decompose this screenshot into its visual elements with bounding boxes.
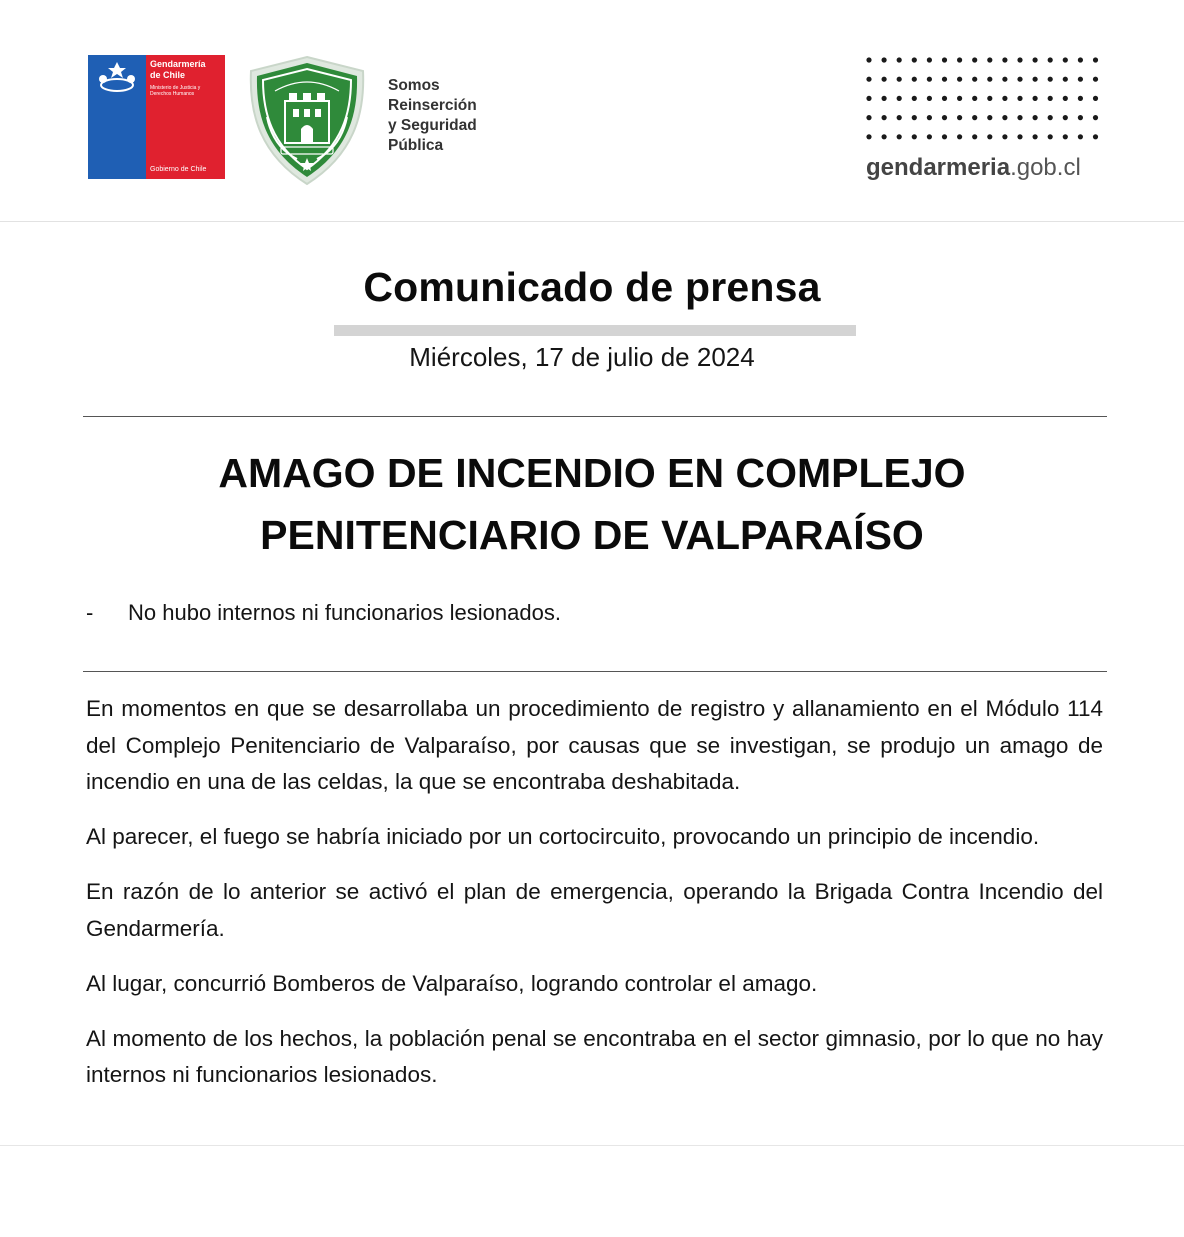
paragraph: Al lugar, concurrió Bomberos de Valparaíso, logrando controlar el amago.: [86, 970, 818, 996]
footer-divider: [0, 1145, 1184, 1146]
dot: [1002, 77, 1007, 82]
gobierno-de-chile-logo: [88, 55, 225, 179]
bullet-text: No hubo internos ni funcionarios lesionados.: [128, 600, 561, 625]
dot: [1048, 115, 1053, 120]
dot: [927, 115, 932, 120]
dot: [1002, 115, 1007, 120]
paragraph: Al momento de los hechos, la población penal se encontraba en el sector gimnasio, por lo que no hay internos ni funcionarios lesionados.: [86, 1025, 1103, 1087]
dot: [1063, 115, 1068, 120]
dot: [1078, 57, 1083, 62]
title-underline: [334, 325, 856, 336]
dot: [927, 57, 932, 62]
dot: [1063, 134, 1068, 139]
dot: [957, 96, 962, 101]
divider-bottom: [83, 671, 1107, 672]
website-url[interactable]: [866, 154, 1081, 182]
dot: [1033, 115, 1038, 120]
dot: [1078, 115, 1083, 120]
dot: [957, 134, 962, 139]
dot: [882, 115, 887, 120]
document-title: Comunicado de prensa: [363, 264, 821, 310]
dot: [1078, 96, 1083, 101]
dot: [882, 134, 887, 139]
website-tld: .gob.cl: [1010, 154, 1081, 181]
dot: [1033, 134, 1038, 139]
dot: [1002, 57, 1007, 62]
dot: [866, 77, 871, 82]
dot: [897, 134, 902, 139]
dot: [1017, 57, 1022, 62]
dot: [1017, 77, 1022, 82]
dot: [866, 115, 871, 120]
dot: [927, 134, 932, 139]
dot: [987, 57, 992, 62]
dot: [1048, 77, 1053, 82]
dot: [866, 57, 871, 62]
dot: [1017, 134, 1022, 139]
dot: [912, 57, 917, 62]
dot: [1078, 134, 1083, 139]
dot: [927, 77, 932, 82]
dot: [866, 96, 871, 101]
header-divider: [0, 221, 1184, 222]
dot: [897, 115, 902, 120]
dot: [987, 115, 992, 120]
dot: [882, 57, 887, 62]
dot: [882, 96, 887, 101]
dot: [882, 77, 887, 82]
dot: [942, 115, 947, 120]
dot: [1078, 77, 1083, 82]
dot: [1002, 96, 1007, 101]
logo-footer: Gobierno de Chile: [150, 166, 207, 173]
dot: [912, 115, 917, 120]
divider-top: [83, 416, 1107, 417]
slogan: [388, 76, 477, 156]
dot: [912, 96, 917, 101]
slogan-line: Reinserción: [388, 97, 477, 114]
dot: [1093, 57, 1098, 62]
dot: [1017, 115, 1022, 120]
dot: [957, 77, 962, 82]
dot: [912, 134, 917, 139]
dot: [1093, 134, 1098, 139]
gendarmeria-shield-icon: [245, 55, 369, 186]
body-text: [86, 691, 1103, 1112]
dot: [972, 115, 977, 120]
paragraph: Al parecer, el fuego se habría iniciado por un cortocircuito, provocando un principio de incendio.: [86, 824, 1040, 849]
dot: [987, 77, 992, 82]
dot: [1048, 57, 1053, 62]
dot: [897, 96, 902, 101]
dot: [912, 77, 917, 82]
dot: [957, 115, 962, 120]
dot: [942, 77, 947, 82]
dot: [987, 96, 992, 101]
document-date: Miércoles, 17 de julio de 2024: [409, 342, 755, 372]
dot-pattern-icon: [864, 54, 1104, 144]
dot: [972, 96, 977, 101]
slogan-line: Somos: [388, 77, 440, 94]
dot: [927, 96, 932, 101]
dot: [942, 57, 947, 62]
chile-coat-of-arms-icon: [95, 59, 139, 95]
dot: [987, 134, 992, 139]
dot: [972, 134, 977, 139]
website-domain: gendarmeria: [866, 154, 1011, 181]
dot: [942, 134, 947, 139]
dot: [1063, 96, 1068, 101]
dot: [1048, 134, 1053, 139]
dot: [1033, 57, 1038, 62]
dot: [957, 57, 962, 62]
dot: [1033, 77, 1038, 82]
headline: [100, 442, 1084, 566]
dot: [1093, 115, 1098, 120]
logo-line2: de Chile: [150, 70, 186, 80]
logo-blue-panel: [88, 55, 146, 179]
logo-line1: Gendarmería: [150, 59, 206, 69]
slogan-line: y Seguridad: [388, 117, 477, 134]
dot: [1002, 134, 1007, 139]
dot: [1017, 96, 1022, 101]
dot: [1093, 77, 1098, 82]
slogan-line: Pública: [388, 137, 444, 154]
dot: [897, 77, 902, 82]
dot: [1063, 57, 1068, 62]
dot: [1093, 96, 1098, 101]
logo-ministry: Ministerio de Justicia y Derechos Humanos: [150, 85, 201, 97]
page-header: [0, 0, 1184, 221]
headline-line: PENITENCIARIO DE VALPARAÍSO: [260, 512, 924, 558]
dot: [1063, 77, 1068, 82]
paragraph: En momentos en que se desarrollaba un procedimiento de registro y allanamiento en el Módulo 114 del Complejo Penitenciario de Valparaíso, por causas que se investigan, se produjo un amago de incendio en una de las celdas, la que se encontraba deshabitada.: [86, 696, 1103, 794]
dot: [866, 134, 871, 139]
dot: [897, 57, 902, 62]
dot: [1048, 96, 1053, 101]
paragraph: En razón de lo anterior se activó el plan de emergencia, operando la Brigada Contra Incendio del Gendarmería.: [86, 879, 1103, 941]
dot: [942, 96, 947, 101]
dot: [972, 57, 977, 62]
dot: [1033, 96, 1038, 101]
dot: [972, 77, 977, 82]
headline-line: AMAGO DE INCENDIO EN COMPLEJO: [218, 450, 966, 496]
bullet-marker: -: [86, 600, 94, 625]
